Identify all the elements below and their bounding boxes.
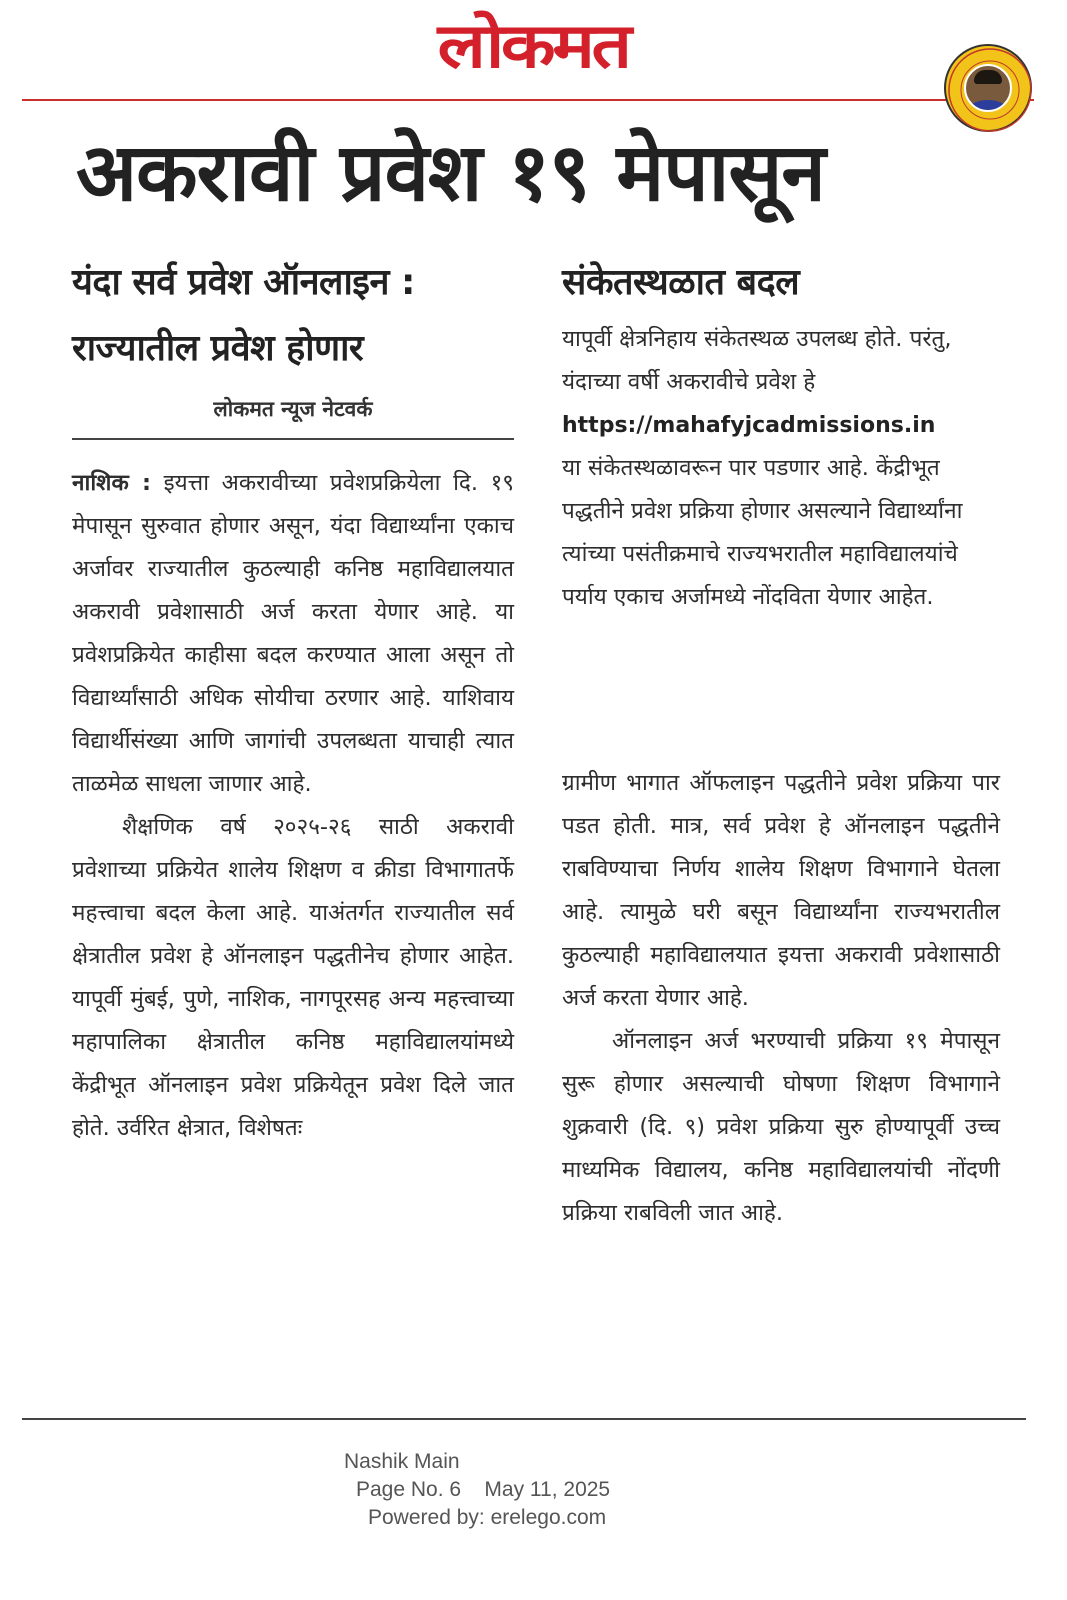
- right-column-body-1: [562, 318, 1000, 619]
- right-paragraph-1: [562, 318, 1000, 619]
- lokmat-logo: लोकमत: [437, 9, 630, 82]
- right-paragraph-3: ऑनलाइन अर्ज भरण्याची प्रक्रिया १९ मेपासून सुरू होणार असल्याची घोषणा शिक्षण विभागाने शुक्रवारी (दि. ९) प्रवेश प्रक्रिया सुरु होण्यापूर्वी उच्च माध्यमिक विद्यालय, कनिष्ठ महाविद्यालयांची नोंदणी प्रक्रिया राबविली जात आहे.: [562, 1028, 1000, 1226]
- right-paragraph-1b: या संकेतस्थळावरून पार पडणार आहे. केंद्रीभूत पद्धतीने प्रवेश प्रक्रिया होणार असल्याने विद्यार्थ्यांना त्यांच्या पसंतीक्रमाचे राज्यभरातील महाविद्यालयांचे पर्याय एकाच अर्जामध्ये नोंदविता येणार आहेत.: [562, 455, 963, 610]
- admissions-url-link[interactable]: https://mahafyjcadmissions.in: [562, 413, 936, 438]
- byline-divider: [72, 438, 514, 440]
- badge-portrait: [964, 64, 1012, 112]
- masthead-divider: [22, 99, 1034, 101]
- masthead: [0, 6, 1067, 86]
- page-headline: अकरावी प्रवेश १९ मेपासून: [76, 126, 825, 219]
- footer-powered-by: Powered by: erelego.com: [368, 1506, 607, 1529]
- right-column-header: [562, 250, 1000, 316]
- right-column-body-2: [562, 762, 1000, 1235]
- right-paragraph-1a: यापूर्वी क्षेत्रनिहाय संकेतस्थळ उपलब्ध होते. परंतु, यंदाच्या वर्षी अकरावीचे प्रवेश हे: [562, 326, 952, 395]
- footer-edition: Nashik Main: [344, 1450, 460, 1473]
- left-subhead-line2: राज्यातील प्रवेश होणार: [72, 328, 364, 369]
- dateline: नाशिक :: [72, 470, 151, 496]
- footer-divider: [22, 1418, 1026, 1420]
- left-paragraph-2: शैक्षणिक वर्ष २०२५-२६ साठी अकरावी प्रवेशाच्या प्रक्रियेत शालेय शिक्षण व क्रीडा विभागातर्फे महत्त्वाचा बदल केला आहे. याअंतर्गत राज्यातील सर्व क्षेत्रातील प्रवेश हे ऑनलाइन पद्धतीनेच होणार आहेत. यापूर्वी मुंबई, पुणे, नाशिक, नागपूरसह अन्य महत्त्वाच्या महापालिका क्षेत्रातील कनिष्ठ महाविद्यालयांमध्ये केंद्रीभूत ऑनलाइन प्रवेश प्रक्रियेतून प्रवेश दिले जात होते. उर्वरित क्षेत्रात, विशेषतः: [72, 814, 514, 1141]
- footer-page-date: Page No. 6 May 11, 2025: [356, 1478, 611, 1501]
- byline: लोकमत न्यूज नेटवर्क: [213, 397, 373, 421]
- left-paragraph-1-text: इयत्ता अकरावीच्या प्रवेशप्रक्रियेला दि. १९ मेपासून सुरुवात होणार असून, यंदा विद्यार्थ्यांना एकाच अर्जावर राज्यातील कुठल्याही कनिष्ठ महाविद्यालयात अकरावी प्रवेशासाठी अर्ज करता येणार आहे. या प्रवेशप्रक्रियेत काहीसा बदल करण्यात आला असून तो विद्यार्थ्यांसाठी अधिक सोयीचा ठरणार आहे. याशिवाय विद्यार्थीसंख्या आणि जागांची उपलब्धता याचाही त्यात ताळमेळ साधला जाणार आहे.: [72, 470, 514, 797]
- right-paragraph-2: ग्रामीण भागात ऑफलाइन पद्धतीने प्रवेश प्रक्रिया पार पडत होती. मात्र, सर्व प्रवेश हे ऑनलाइन पद्धतीने राबविण्याचा निर्णय शालेय शिक्षण विभागाने घेतला आहे. त्यामुळे घरी बसून विद्यार्थ्यांना राज्यभरातील कुठल्याही महाविद्यालयात इयत्ता अकरावी प्रवेशासाठी अर्ज करता येणार आहे.: [562, 770, 1000, 1011]
- left-subhead-line1: यंदा सर्व प्रवेश ऑनलाइन :: [72, 262, 415, 303]
- left-paragraph-1: [72, 462, 514, 806]
- right-subhead: संकेतस्थळात बदल: [562, 262, 800, 303]
- left-column-body: [72, 462, 514, 1150]
- footer: [300, 1448, 760, 1532]
- left-column-header: [72, 250, 514, 440]
